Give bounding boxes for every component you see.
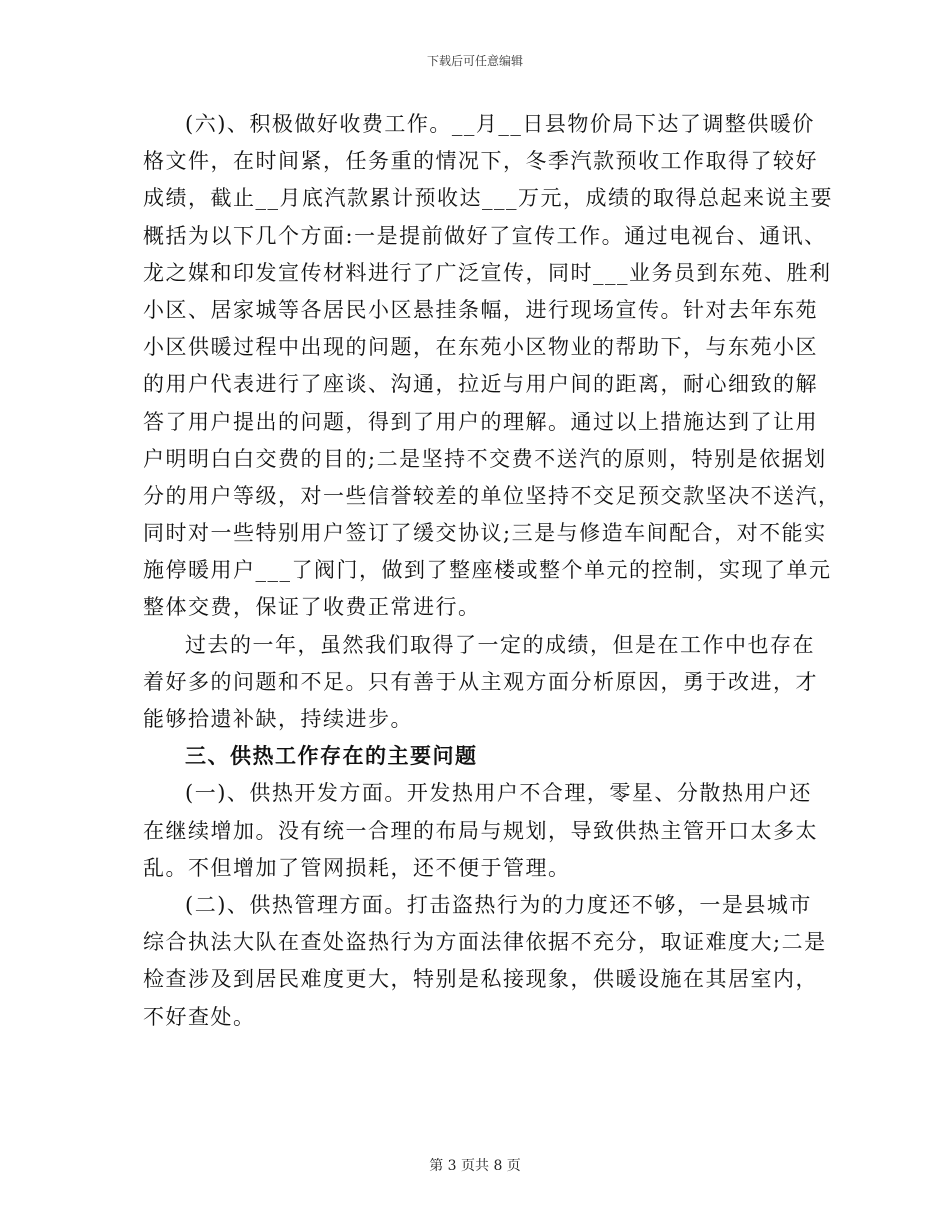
- paragraph-line: (六)、积极做好收费工作。__月__日县物价局下达了调整供暖价: [185, 112, 815, 136]
- paragraph-line: 能够拾遗补缺，持续进步。: [143, 707, 413, 731]
- paragraph-line: 答了用户提出的问题，得到了用户的理解。通过以上措施达到了让用: [143, 409, 818, 434]
- paragraph-line: 格文件，在时间紧，任务重的情况下，冬季汽款预收工作取得了较好: [143, 149, 818, 174]
- paragraph-line: 龙之媒和印发宣传材料进行了广泛宣传，同时___业务员到东苑、胜利: [143, 260, 832, 285]
- paragraph-line: 分的用户等级，对一些信誉较差的单位坚持不交足预交款坚决不送汽，: [143, 483, 841, 508]
- paragraph-line: 不好查处。: [143, 1004, 256, 1029]
- document-body: [143, 106, 841, 1036]
- paragraph-line: 着好多的问题和不足。只有善于从主观方面分析原因，勇于改进，才: [143, 669, 818, 694]
- paragraph-line: 成绩，截止__月底汽款累计预收达___万元，成绩的取得总起来说主要: [143, 186, 833, 211]
- paragraph-line: 整体交费，保证了收费正常进行。: [143, 595, 481, 620]
- paragraph-line: 检查涉及到居民难度更大，特别是私接现象，供暖设施在其居室内，: [143, 967, 818, 992]
- paragraph-line: (二)、供热管理方面。打击盗热行为的力度还不够，一是县城市: [185, 892, 812, 917]
- paragraph-line: 综合执法大队在查处盗热行为方面法律依据不充分，取证难度大;二是: [143, 930, 827, 955]
- paragraph-line: 同时对一些特别用户签订了缓交协议;三是与修造车间配合，对不能实: [143, 521, 827, 546]
- paragraph-line: 在继续增加。没有统一合理的布局与规划，导致供热主管开口太多太: [143, 818, 818, 843]
- paragraph-line: (一)、供热开发方面。开发热用户不合理，零星、分散热用户还: [185, 781, 812, 806]
- paragraph-line: 乱。不但增加了管网损耗，还不便于管理。: [143, 855, 571, 880]
- paragraph-line: 过去的一年，虽然我们取得了一定的成绩，但是在工作中也存在: [185, 632, 815, 657]
- paragraph-line: 的用户代表进行了座谈、沟通，拉近与用户间的距离，耐心细致的解: [143, 372, 818, 397]
- paragraph-line: 施停暖用户___了阀门，做到了整座楼或整个单元的控制，实现了单元: [143, 558, 832, 583]
- paragraph-line: 小区供暖过程中出现的问题，在东苑小区物业的帮助下，与东苑小区: [143, 335, 818, 360]
- paragraph-line: 概括为以下几个方面:一是提前做好了宣传工作。通过电视台、通讯、: [143, 223, 827, 248]
- paragraph-line: 户明明白白交费的目的;二是坚持不交费不送汽的原则，特别是依据划: [143, 446, 827, 471]
- page-header: 下载后可任意编辑: [426, 54, 523, 68]
- paragraph-line: 小区、居家城等各居民小区悬挂条幅，进行现场宣传。针对去年东苑: [143, 297, 818, 322]
- section-heading: 三、供热工作存在的主要问题: [185, 744, 478, 769]
- page-number-footer: 第 3 页共 8 页: [429, 1158, 521, 1174]
